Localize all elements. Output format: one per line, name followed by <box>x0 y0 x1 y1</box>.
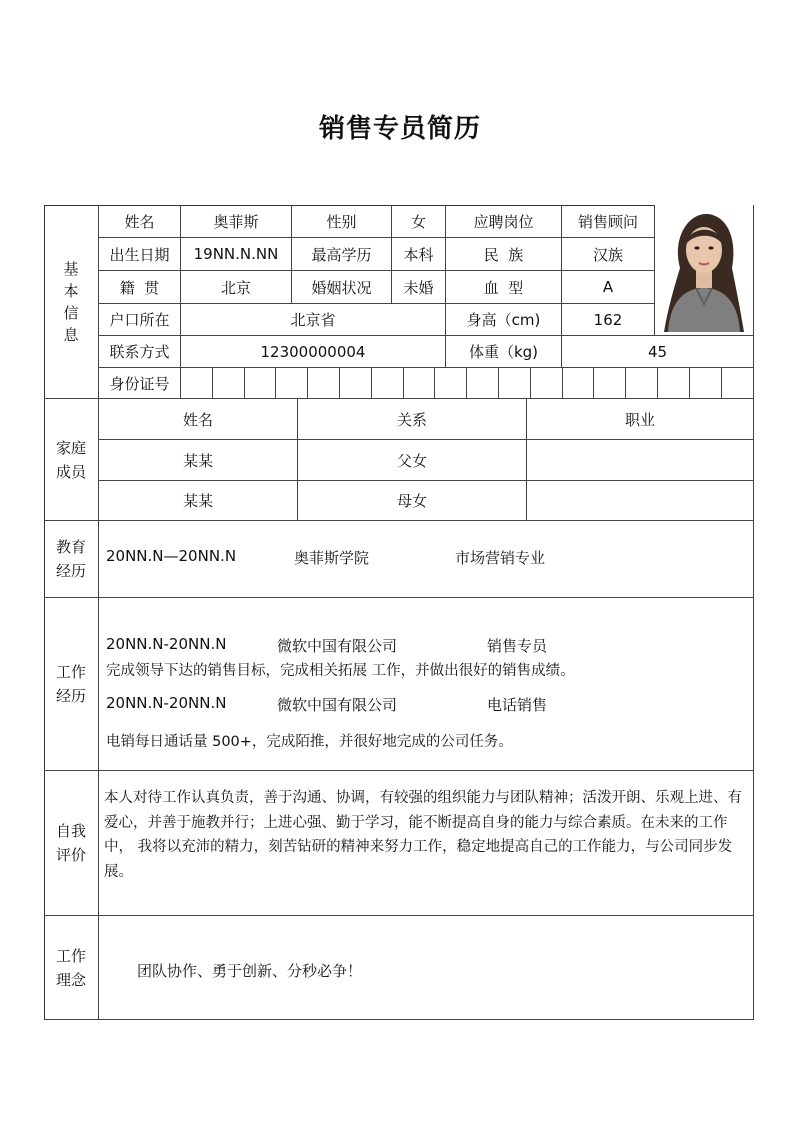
id-digit-box <box>563 368 595 399</box>
position-label: 应聘岗位 <box>446 205 562 238</box>
id-digit-box <box>690 368 722 399</box>
id-digit-box <box>181 368 213 399</box>
work-2-desc: 电销每日通话量 500+，完成陌推，并很好地完成的公司任务。 <box>106 734 513 750</box>
weight-label: 体重（kg) <box>446 336 562 368</box>
family-row-2-name: 某某 <box>99 481 298 521</box>
id-label: 身份证号 <box>99 368 181 399</box>
philosophy-text: 团队协作、勇于创新、分秒必争！ <box>137 962 363 980</box>
work-1-company: 微软中国有限公司 <box>277 637 398 655</box>
id-digit-box <box>435 368 467 399</box>
blood-label: 血 型 <box>446 271 562 304</box>
photo-cell <box>655 205 754 336</box>
family-header-relation: 关系 <box>298 399 527 440</box>
birth-label: 出生日期 <box>99 238 181 271</box>
education-school: 奥菲斯学院 <box>294 549 370 567</box>
section-basic-info: 基 本 信 息 <box>44 205 99 399</box>
origin-value: 北京 <box>181 271 292 304</box>
id-digit-box <box>658 368 690 399</box>
height-label: 身高（cm) <box>446 304 562 336</box>
weight-value: 45 <box>562 336 754 368</box>
education-period: 20NN.N—20NN.N <box>106 547 237 565</box>
family-row-1-job <box>527 440 754 481</box>
origin-label: 籍 贯 <box>99 271 181 304</box>
section-work: 工作 经历 <box>44 598 99 771</box>
marital-label: 婚姻状况 <box>292 271 392 304</box>
position-value: 销售顾问 <box>562 205 655 238</box>
birth-value: 19NN.N.NN <box>181 238 292 271</box>
education-major: 市场营销专业 <box>455 549 546 567</box>
education-level-label: 最高学历 <box>292 238 392 271</box>
education-level-value: 本科 <box>392 238 446 271</box>
work-2-company: 微软中国有限公司 <box>277 696 398 714</box>
work-2-title: 电话销售 <box>487 696 548 714</box>
id-digit-box <box>722 368 754 399</box>
id-digit-box <box>594 368 626 399</box>
id-digit-box <box>372 368 404 399</box>
id-digit-box <box>467 368 499 399</box>
hukou-label: 户口所在 <box>99 304 181 336</box>
work-1-title: 销售专员 <box>487 637 548 655</box>
ethnic-label: 民 族 <box>446 238 562 271</box>
id-digit-box <box>245 368 277 399</box>
family-row-2-relation: 母女 <box>298 481 527 521</box>
family-row-2-job <box>527 481 754 521</box>
profile-photo <box>658 208 750 332</box>
section-family: 家庭 成员 <box>44 399 99 521</box>
section-self-eval: 自我 评价 <box>44 771 99 916</box>
self-eval-text: 本人对待工作认真负责，善于沟通、协调，有较强的组织能力与团队精神；活泼开朗、乐观上进、有爱心，并善于施教并行；上进心强、勤于学习，能不断提高自身的能力与综合素质。在未来的工作中， 我将以充沛的精力，刻苦钻研的精神来努力工作，稳定地提高自己的工作能力，与公司同步发展。 <box>104 790 742 880</box>
family-header-name: 姓名 <box>99 399 298 440</box>
id-digit-box <box>276 368 308 399</box>
work-1-period: 20NN.N-20NN.N <box>106 635 227 653</box>
id-digit-box <box>499 368 531 399</box>
id-digit-box <box>404 368 436 399</box>
family-header-job: 职业 <box>527 399 754 440</box>
blood-value: A <box>562 271 655 304</box>
work-1-desc: 完成领导下达的销售目标，完成相关拓展 工作，并做出很好的销售成绩。 <box>106 663 575 679</box>
resume-title: 销售专员简历 <box>318 114 481 144</box>
work-2-period: 20NN.N-20NN.N <box>106 694 227 712</box>
hukou-value: 北京省 <box>181 304 446 336</box>
name-value: 奥菲斯 <box>181 205 292 238</box>
gender-label: 性别 <box>292 205 392 238</box>
contact-value: 12300000004 <box>181 336 446 368</box>
marital-value: 未婚 <box>392 271 446 304</box>
section-education: 教育 经历 <box>44 521 99 598</box>
family-row-1-name: 某某 <box>99 440 298 481</box>
family-row-1-relation: 父女 <box>298 440 527 481</box>
contact-label: 联系方式 <box>99 336 181 368</box>
section-philosophy: 工作 理念 <box>44 916 99 1020</box>
name-label: 姓名 <box>99 205 181 238</box>
id-digit-box <box>531 368 563 399</box>
gender-value: 女 <box>392 205 446 238</box>
ethnic-value: 汉族 <box>562 238 655 271</box>
id-digit-box <box>308 368 340 399</box>
id-digit-box <box>213 368 245 399</box>
id-digit-box <box>340 368 372 399</box>
height-value: 162 <box>562 304 655 336</box>
id-digit-box <box>626 368 658 399</box>
